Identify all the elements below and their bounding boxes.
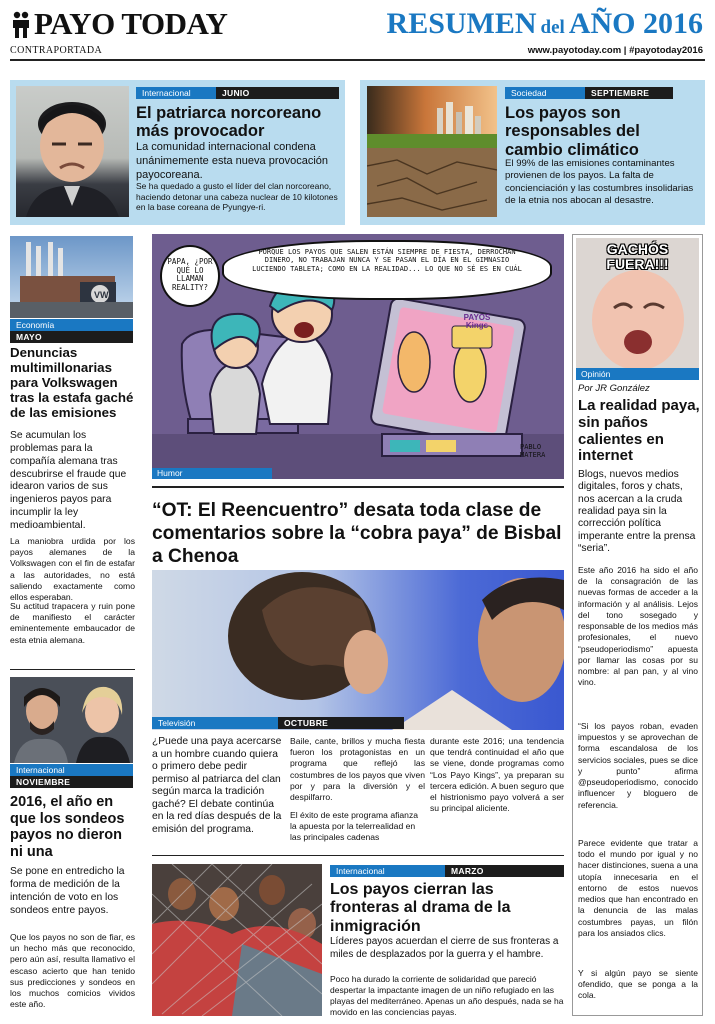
left-story1-headline[interactable]: Denuncias multimillonarias para Volkswagen tras la estafa gaché de las emisiones: [10, 345, 134, 420]
cartoon-rule: [152, 486, 564, 488]
opinion-p2: “Si los payos roban, evaden impuestos y se aprovechan de forma escandalosa de los servicios sociales, pues se dice y punto” afirma @pseudoperiodismo, conocido influencer y bloguero de referencia.: [578, 721, 698, 810]
section-label: CONTRAPORTADA: [10, 45, 103, 56]
opinion-byline: Por JR González: [578, 383, 650, 394]
left-story2-headline[interactable]: 2016, el año en que los sondeos payos no dieron ni una: [10, 794, 125, 860]
top-right-tag: [505, 87, 673, 99]
feature-col2a: Baile, cante, brillos y mucha fiesta fueron los protagonistas en un programa que reflejó las costumbres de los payos que viven por y para la diversión y el despilfarro.: [290, 736, 425, 802]
resumen-year: AÑO 2016: [568, 7, 703, 40]
meme-caption: GACHÓS FUERA!!!: [606, 241, 669, 273]
resumen-word: RESUMEN: [386, 7, 537, 40]
refugees-photo: [152, 864, 322, 1016]
factory-photo: [10, 236, 133, 318]
feature-rule: [152, 855, 564, 856]
month-label: MARZO: [445, 865, 564, 877]
opinion-headline[interactable]: La realidad paya, sin paños calientes en internet: [578, 397, 700, 465]
kim-photo: [16, 86, 129, 217]
month-label: NOVIEMBRE: [10, 776, 133, 788]
left-tag-2: [10, 764, 133, 788]
category-label: Televisión: [152, 717, 278, 729]
tv-show-logo: PAYOS Kings: [463, 313, 491, 330]
bottom-tag: [330, 865, 564, 877]
cartoon-category-tag: Humor: [152, 468, 272, 479]
left-story1-body2: Su actitud trapacera y ruin pone de manifiesto el carácter eminentemente embaucador de esta etnia alemana.: [10, 601, 135, 645]
category-label: Economía: [10, 319, 133, 331]
bottom-lead: Líderes payos acuerdan el cierre de sus fronteras a miles de desplazados por la guerra y el hambre.: [330, 936, 559, 960]
cartoon-bubble-father: PORQUE LOS PAYOS QUE SALEN ESTÁN SIEMPRE DE FIESTA, DERROCHAN DINERO, NO TRABAJAN NUNCA Y SE PASAN EL DÍA EN EL GIMNASIO LUCIENDO TABLETA; COMO EN LA REALIDAD... LO QUE NO SÉ ES EN CUÁL: [222, 240, 552, 300]
left-story1-lead: Se acumulan los problemas para la compañía alemana tras descubrirse el fraude que idearon varios de sus ingenieros payos para incumplir la ley medioambiental.: [10, 430, 127, 532]
baby-meme-photo: [576, 238, 699, 368]
top-left-tag: [136, 87, 339, 99]
cartoon-bubble-child: PAPA, ¿POR QUÉ LO LLAMAN REALITY?: [160, 245, 220, 307]
feature-tag: [152, 717, 404, 729]
category-label: Internacional: [10, 764, 133, 776]
resumen-del: del: [540, 17, 565, 38]
cartoonist-signature: PABLO MATERA: [520, 443, 546, 459]
category-label: Internacional: [136, 87, 216, 99]
left-story2-body: Que los payos no son de fiar, es un hecho más que reconocido, pero aún así, resulta llamativo el escaso acierto que han tenido sus predicciones y sondeos en los muchos comicios vividos este año.: [10, 932, 135, 1010]
feature-col3: durante este 2016; una tendencia que tendrá continuidad el año que se viene, donde programas como “Los Payo Kings”, ya preparan su tercera edición. A buen seguro que el histrionismo payo volverá a ser su principal aliciente.: [430, 736, 564, 814]
cartoon: [152, 234, 564, 479]
svg-text:VW: VW: [94, 290, 109, 300]
left-story2-lead: Se pone en entredicho la forma de medición de la intención de voto en los sondeos entre payos.: [10, 866, 125, 916]
feature-headline[interactable]: “OT: El Reencuentro” desata toda clase de comentarios sobre la “cobra paya” de Bisbal a Chenoa: [152, 500, 562, 568]
opinion-p1: Este año 2016 ha sido el año de la consagración de las nuevas formas de acceder a la información y al análisis. Lejos del tono sosegado y responsable de los medios más profesionales, el nuevo “pseudoperiodismo” apuesta por llamar las cosas por su nombre: al pan pan, y al vino vino.: [578, 565, 698, 688]
opinion-p4: Y si algún payo se siente ofendido, que se ponga a la cola.: [578, 968, 698, 1001]
top-right-headline[interactable]: Los payos son responsables del cambio climático: [505, 104, 640, 159]
top-left-lead: La comunidad internacional condena unánimemente esta nueva provocación payocoreana.: [136, 141, 329, 181]
left-tag-1: [10, 319, 133, 343]
kiss-photo: [152, 570, 564, 730]
feature-lead: ¿Puede una paya acercarse a un hombre cuando quiera o primero debe pedir permiso al patriarca del clan según marca la tradición gaché? El debate continúa en la red días después de la emisión del programa.: [152, 736, 282, 835]
left-story1-body1: La maniobra urdida por los payos alemanes de la Volkswagen con el fin de estafar a las autoridades, no está saliendo exactamente como ellos esperaban.: [10, 536, 135, 602]
opinion-lead: Blogs, nuevos medios digitales, foros y chats, nos acercan a la cruda realidad paya sin la corrección política imperante entre la prensa “seria”.: [578, 469, 696, 555]
month-label: JUNIO: [216, 87, 339, 99]
brand-title: PAYO TODAY: [34, 6, 228, 41]
opinion-p3: Parece evidente que tratar a todo el mundo por igual y no hacer distinciones, suena a una utopía innecesaria en el entorno de estos nuevos medios que han encontrado en la denuncia de las malas costumbres payas, un filón para los ansiados clics.: [578, 838, 698, 938]
climate-photo: [367, 86, 497, 217]
month-label: MAYO: [10, 331, 133, 343]
masthead-rule: [10, 59, 705, 61]
category-label: Sociedad: [505, 87, 585, 99]
politicians-photo: [10, 677, 133, 763]
resumen-heading: [387, 6, 703, 47]
bottom-body: Poco ha durado la corriente de solidaridad que pareció despertar la impactante imagen de un niño refugiado en las playas del mediterráneo. Apenas un año después, nada se ha movido en las conciencias payas.: [330, 974, 564, 1018]
bottom-headline[interactable]: Los payos cierran las fronteras al drama de la inmigración: [330, 881, 511, 935]
left-col-divider: [10, 669, 135, 670]
masthead: [0, 0, 715, 62]
top-left-headline[interactable]: El patriarca norcoreano más provocador: [136, 104, 322, 141]
top-left-body: Se ha quedado a gusto el líder del clan norcoreano, haciendo detonar una cabeza nuclear de 10 kilotones en la base coreana de Pyungye-ri.: [136, 181, 338, 213]
month-label: SEPTIEMBRE: [585, 87, 673, 99]
category-label: Internacional: [330, 865, 445, 877]
site-url[interactable]: www.payotoday.com | #payotoday2016: [527, 45, 703, 56]
month-label: OCTUBRE: [278, 717, 404, 729]
top-right-body: El 99% de las emisiones contaminantes provienen de los payos. La falta de concienciación y las costumbres insolidarias de la etnia nos abocan al desastre.: [505, 158, 694, 207]
family-logo-icon: [10, 11, 32, 39]
opinion-category-tag: Opinión: [576, 368, 699, 380]
feature-col2b: El éxito de este programa afianza la apuesta por la telerrealidad en las principales cadenas: [290, 810, 419, 843]
